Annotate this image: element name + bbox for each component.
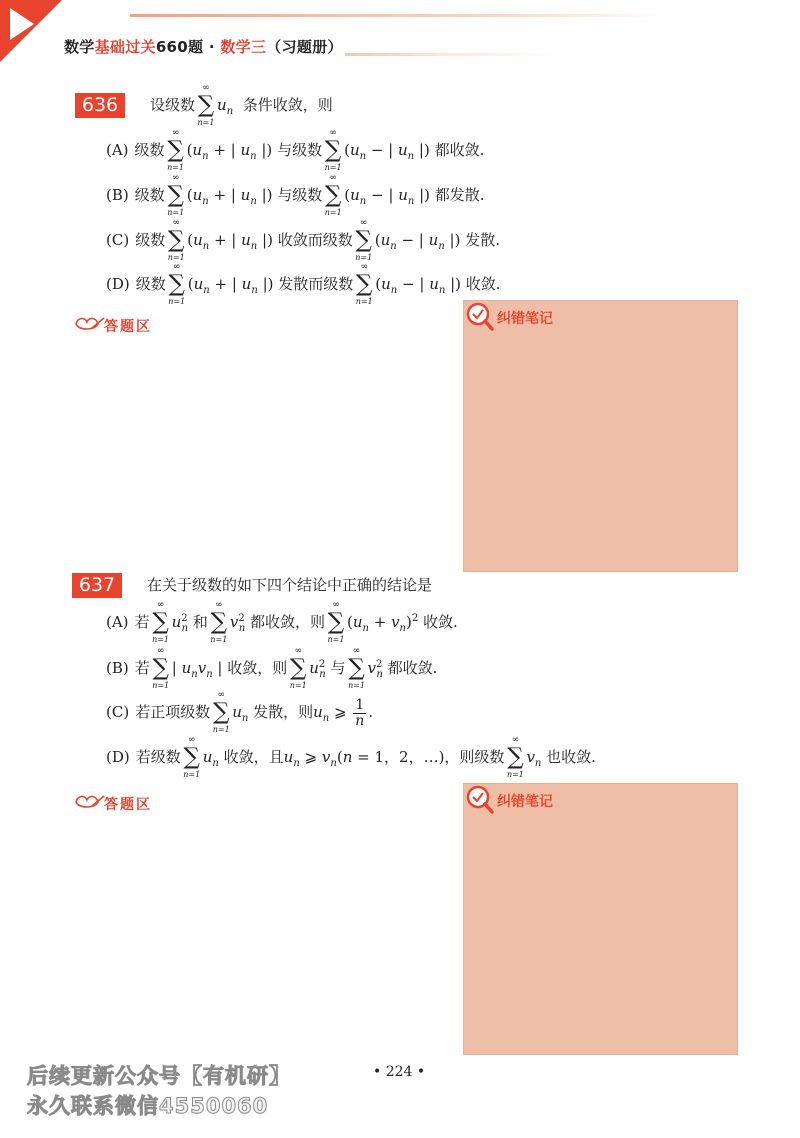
correction-notes-box[interactable]	[463, 300, 738, 572]
page-number: • 224 •	[373, 1064, 426, 1080]
option-c[interactable]: (C) 级数 ∞ ∑ n=1 ($u_n$ + | $u_n$ |) 收敛而级数 ∞ ∑ n=1 ($u_n$ − | $u_n$ |) 发散.	[106, 218, 500, 262]
option-a[interactable]: (A) 级数 ∞ ∑ n=1 ($u_n$ + | $u_n$ |) 与级数 ∞ ∑ n=1 ($u_n$ − | $u_n$ |) 都收敛.	[106, 128, 485, 172]
magnifier-check-icon	[466, 302, 494, 332]
correction-notes-label: 纠错笔记	[497, 794, 553, 810]
heart-pen-icon	[74, 792, 106, 808]
correction-notes-box[interactable]	[463, 783, 738, 1055]
correction-notes-label: 纠错笔记	[497, 311, 553, 327]
option-a[interactable]: (A) 若 ∞ ∑ n=1 $u^2_n$ 和 ∞ ∑ n=1 $v^2_n$ 都收敛，则 ∞ ∑ n=1 $(u_n + v_n)^2$ 收敛.	[106, 600, 458, 644]
magnifier-check-icon	[466, 785, 494, 815]
option-b[interactable]: (B) 若 ∞ ∑ n=1 | $u_nv_n$ | 收敛，则 ∞ ∑ n=1 $u^2_n$ 与 ∞ ∑ n=1 $v^2_n$ 都收敛.	[106, 646, 438, 690]
watermark-line2: 永久联系微信4550060	[27, 1094, 269, 1118]
answer-area-label: 答题区	[104, 797, 152, 813]
answer-area-label: 答题区	[104, 319, 152, 335]
book-title: 数学基础过关660题 · 数学三（习题册）	[64, 38, 343, 56]
problem-number-tag: 636	[75, 93, 125, 118]
problem-number-tag: 637	[72, 573, 122, 598]
problem-stem: 设级数 ∞ ∑ n=1 $u_n$ 条件收敛，则	[150, 83, 333, 127]
header-rule	[130, 14, 670, 17]
heart-pen-icon	[74, 314, 106, 330]
option-c[interactable]: (C) 若正项级数 ∞ ∑ n=1 $u_n$ 发散，则$u_n$ ⩾ $\frac{1}{n}$ .	[106, 690, 374, 734]
option-d[interactable]: (D) 若级数 ∞ ∑ n=1 $u_n$ 收敛，且$u_n$ ⩾ $v_n(n = 1$，2，…)，则级数 ∞ ∑ n=1 $v_n$ 也收敛.	[106, 735, 596, 779]
corner-decoration	[0, 0, 62, 62]
header-rule-lower	[345, 53, 560, 56]
option-d[interactable]: (D) 级数 ∞ ∑ n=1 ($u_n$ + | $u_n$ |) 发散而级数 ∞ ∑ n=1 ($u_n$ − | $u_n$ |) 收敛.	[106, 262, 501, 306]
problem-stem: 在关于级数的如下四个结论中正确的结论是	[147, 576, 433, 594]
watermark-line1: 后续更新公众号【有机研】	[27, 1064, 291, 1088]
option-b[interactable]: (B) 级数 ∞ ∑ n=1 ($u_n$ + | $u_n$ |) 与级数 ∞ ∑ n=1 ($u_n$ − | $u_n$ |) 都发散.	[106, 173, 485, 217]
